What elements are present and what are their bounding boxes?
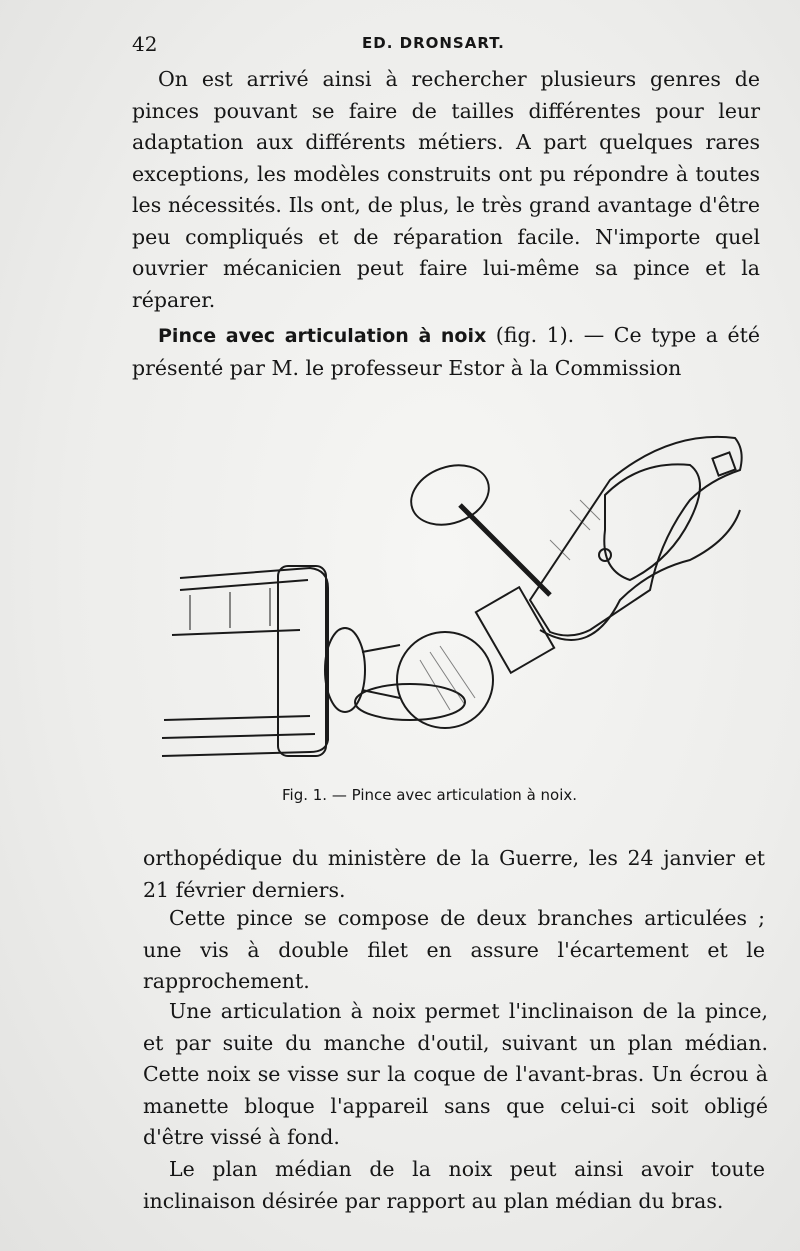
section-title: Pince avec articulation à noix [158, 325, 487, 347]
figure-pince-illustration [150, 420, 750, 770]
paragraph-branches: Cette pince se compose de deux branches articulées ; une vis à double filet en assure l'écartement et le rapprochement. [143, 906, 765, 993]
pince-engraving [150, 420, 750, 770]
running-head: ED. DRONSART. [362, 34, 505, 52]
paragraph-pince-intro [132, 320, 760, 384]
paragraph-intro: On est arrivé ainsi à rechercher plusieurs genres de pinces pouvant se faire de tailles différentes pour leur adaptation aux différents métiers. A part quelques rares exceptions, les modèles construits ont pu répondre à toutes les nécessités. Ils ont, de plus, le très grand avantage d'être peu compliqués et de réparation facile. N'importe quel ouvrier mécanicien peut faire lui-même sa pince et la réparer. [132, 67, 760, 312]
paragraph-commission: orthopédique du ministère de la Guerre, les 24 janvier et 21 février derniers. [143, 846, 765, 902]
figure-caption: Fig. 1. — Pince avec articulation à noix. [282, 786, 578, 804]
page-number: 42 [132, 32, 158, 56]
paragraph-plan-median: Le plan médian de la noix peut ainsi avoir toute inclinaison désirée par rapport au plan médian du bras. [143, 1157, 765, 1213]
page-header [132, 32, 762, 58]
paragraph-noix: Une articulation à noix permet l'inclinaison de la pince, et par suite du manche d'outil, suivant un plan médian. Cette noix se visse sur la coque de l'avant-bras. Un écrou à manette bloque l'appareil sans que celui-ci soit obligé d'être vissé à fond. [143, 999, 768, 1149]
paragraph-pince-body: (fig. 1). — Ce type a été présenté par M. le professeur Estor à la Commission [132, 323, 760, 380]
